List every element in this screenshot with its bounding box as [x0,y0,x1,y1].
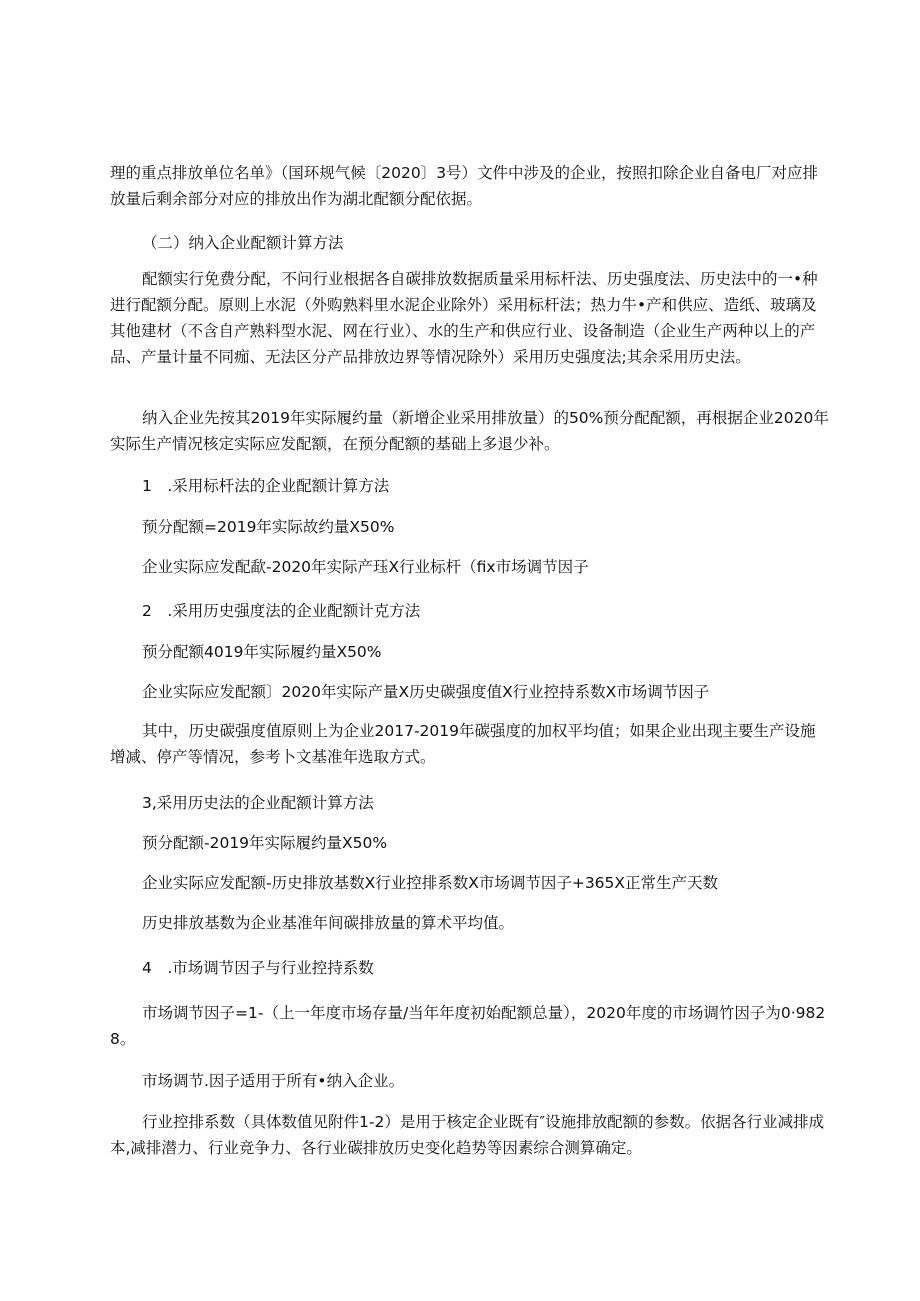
section-heading-allocation-method: （二）纳入企业配额计算方法 [142,234,344,252]
formula-market-factor: 市场调节因子=1-（上一年度市场存量/当年年度初始配额总量），2020年度的市场调竹因子为0·9828。 [110,1004,826,1048]
formula-historical-pre-allocation: 预分配额-2019年实际履约量X50% [142,834,388,852]
paragraph-industry-control-factor: 行业控排系数（具体数值见附件1-2）是用于核定企业既有″设施排放配额的参数。依据各行业减排成本,减排潜力、行业竞争力、各行业碳排放历史变化趋势等因素综合测算确定。 [110,1113,825,1157]
paragraph-key-emitters-list: 理的重点排放单位名单》（国环规气候〔2020〕3号）文件中涉及的企业，按照扣除企业自备电厂对应排放量后剩余部分对应的排放出作为湖北配额分配依据。 [110,164,819,208]
paragraph-pre-allocation: 纳入企业先按其2019年实际履约量（新增企业采用排放量）的50%预分配配额，再根据企业2020年实际生产情况核定实际应发配额，在预分配额的基础上多退少补。 [110,409,829,453]
formula-intensity-pre-allocation: 预分配额4019年实际履约量X50% [142,643,382,661]
subheading-historical-method: 3,采用历史法的企业配额计算方法 [142,794,374,812]
paragraph-free-allocation: 配额实行免费分配，不问行业根据各自碳排放数据质量采用标杆法、历史强度法、历史法中的一•种进行配额分配。原则上水泥（外购熟料里水泥企业除外）采用标杆法；热力牛•产和供应、造纸、玻璃及其他建材（不含自产熟料型水泥、网在行业）、水的生产和供应行业、设备制造（企业生产两种以上的产品、产量计量不同痂、无法区分产品排放边界等情况除外）采用历史强度法;其余采用历史法。 [110,270,818,366]
paragraph-intensity-note: 其中，历史碳强度值原则上为企业2017-2019年碳强度的加权平均值；如果企业出现主要生产设施增减、停产等情况，参考卜文基准年选取方式。 [110,722,816,766]
formula-benchmark-pre-allocation: 预分配额=2019年实际故约量X50% [142,518,395,536]
subheading-benchmark-method: 1 .采用标杆法的企业配额计算方法 [142,477,390,495]
formula-intensity-actual: 企业实际应发配额〕2020年实际产量X历史碳强度值X行业控持系数X市场调节因子 [142,683,710,701]
subheading-historical-intensity-method: 2 .采用历史强度法的企业配额计克方法 [142,602,421,620]
paragraph-market-factor-scope: 市场调节.因子适用于所有•纳入企业。 [142,1072,405,1090]
formula-benchmark-actual: 企业实际应发配歃-2020年实际产珏X行业标杆（fix市场调节因子 [142,558,589,576]
subheading-market-factor: 4 .市场调节因子与行业控持系数 [142,959,374,977]
paragraph-historical-base: 历史排放基数为企业基准年间碳排放量的算术平均值。 [142,914,515,932]
formula-historical-actual: 企业实际应发配额-历史排放基数X行业控排系数X市场调节因子+365X正常生产天数 [142,874,719,892]
